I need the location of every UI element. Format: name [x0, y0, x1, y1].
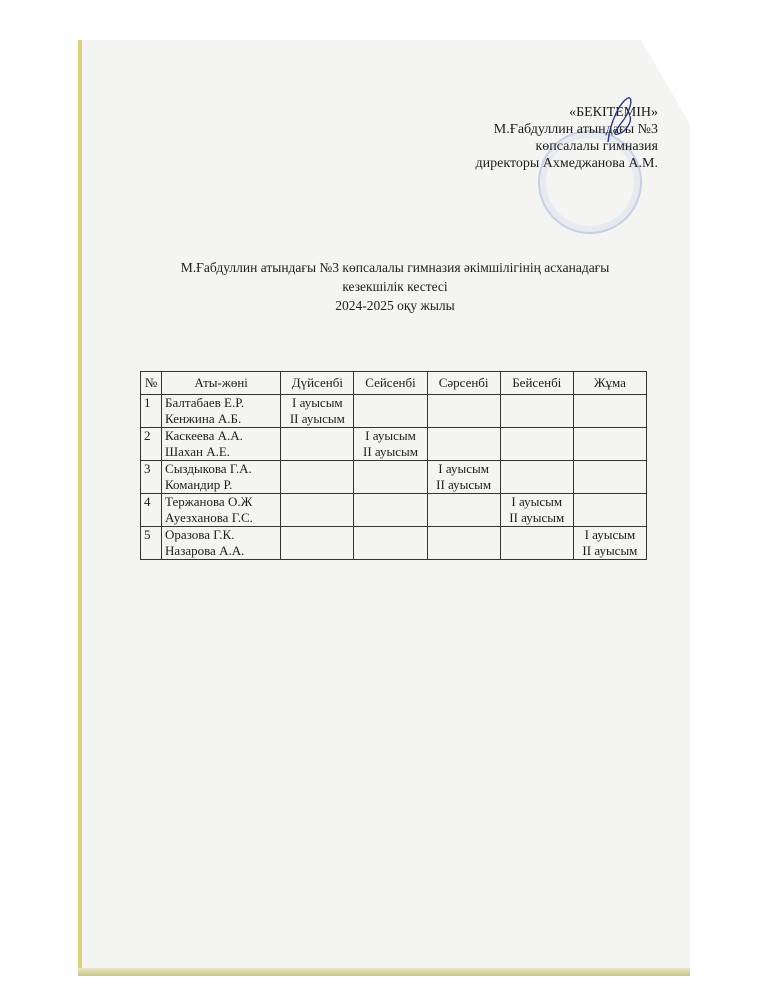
- empty-cell: [354, 527, 427, 560]
- empty-cell: [281, 527, 354, 560]
- table-row: [141, 461, 647, 494]
- shift-1-label: I ауысым: [584, 527, 636, 542]
- title-line-3: 2024-2025 оқу жылы: [335, 298, 455, 313]
- document-title: [130, 258, 660, 315]
- header-wednesday: Сәрсенбі: [427, 372, 500, 395]
- empty-cell: [500, 527, 573, 560]
- empty-cell: [354, 461, 427, 494]
- name-second: Ауезханова Г.С.: [165, 510, 253, 525]
- row-number: 1: [141, 395, 162, 428]
- row-number: 4: [141, 494, 162, 527]
- name-first: Оразова Г.К.: [165, 527, 235, 542]
- page-edge-left: [78, 40, 82, 976]
- table-row: [141, 494, 647, 527]
- row-number: 5: [141, 527, 162, 560]
- header-thursday: Бейсенбі: [500, 372, 573, 395]
- empty-cell: [427, 428, 500, 461]
- shift-1-label: I ауысым: [511, 494, 563, 509]
- name-first: Тержанова О.Ж: [165, 494, 253, 509]
- shift-1-label: I ауысым: [292, 395, 343, 410]
- empty-cell: [354, 395, 427, 428]
- header-name: Аты-жөні: [162, 372, 281, 395]
- empty-cell: [281, 428, 354, 461]
- header-tuesday: Сейсенбі: [354, 372, 427, 395]
- approval-line-3: директоры Ахмеджанова А.М.: [475, 156, 658, 171]
- empty-cell: [573, 395, 646, 428]
- empty-cell: [573, 494, 646, 527]
- signature-icon: [600, 92, 640, 152]
- empty-cell: [427, 494, 500, 527]
- shift-2-label: II ауысым: [509, 510, 565, 525]
- shift-cell: [281, 395, 354, 428]
- name-second: Шахан А.Е.: [165, 444, 231, 459]
- empty-cell: [500, 395, 573, 428]
- empty-cell: [500, 461, 573, 494]
- empty-cell: [573, 461, 646, 494]
- empty-cell: [427, 527, 500, 560]
- name-first: Сыздыкова Г.А.: [165, 461, 252, 476]
- row-number: 3: [141, 461, 162, 494]
- shift-1-label: I ауысым: [365, 428, 416, 443]
- empty-cell: [354, 494, 427, 527]
- shift-cell: [427, 461, 500, 494]
- row-names: [162, 494, 281, 527]
- empty-cell: [573, 428, 646, 461]
- table-row: [141, 527, 647, 560]
- empty-cell: [500, 428, 573, 461]
- row-names: [162, 428, 281, 461]
- shift-1-label: I ауысым: [438, 461, 489, 476]
- table-header-row: [141, 372, 647, 395]
- shift-cell: [573, 527, 646, 560]
- duty-schedule-table: [140, 371, 647, 560]
- title-line-1: М.Ғабдуллин атындағы №3 көпсалалы гимназия әкімшілігінің асханадағы: [180, 260, 610, 275]
- shift-2-label: II ауысым: [436, 477, 492, 492]
- table-row: [141, 395, 647, 428]
- name-first: Балтабаев Е.Р.: [165, 395, 245, 410]
- shift-cell: [354, 428, 427, 461]
- approval-heading: «БЕКІТЕМІН»: [569, 105, 658, 120]
- row-number: 2: [141, 428, 162, 461]
- approval-line-1: М.Ғабдуллин атындағы №3: [493, 122, 658, 137]
- row-names: [162, 527, 281, 560]
- name-second: Кенжина А.Б.: [165, 411, 242, 426]
- empty-cell: [281, 494, 354, 527]
- empty-cell: [281, 461, 354, 494]
- name-second: Командир Р.: [165, 477, 233, 492]
- shift-2-label: II ауысым: [362, 444, 418, 459]
- row-names: [162, 395, 281, 428]
- shift-2-label: II ауысым: [582, 543, 638, 558]
- row-names: [162, 461, 281, 494]
- header-number: №: [141, 372, 162, 395]
- page-edge-bottom: [78, 968, 690, 976]
- table-row: [141, 428, 647, 461]
- header-friday: Жұма: [573, 372, 646, 395]
- title-line-2: кезекшілік кестесі: [342, 279, 448, 294]
- header-monday: Дүйсенбі: [281, 372, 354, 395]
- name-first: Каскеева А.А.: [165, 428, 243, 443]
- approval-line-2: көпсалалы гимназия: [535, 139, 658, 154]
- name-second: Назарова А.А.: [165, 543, 245, 558]
- empty-cell: [427, 395, 500, 428]
- shift-cell: [500, 494, 573, 527]
- shift-2-label: II ауысым: [289, 411, 345, 426]
